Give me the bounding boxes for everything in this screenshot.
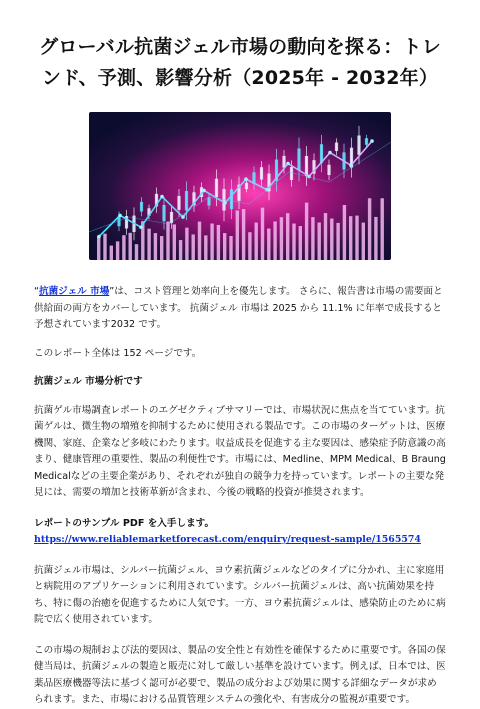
hero-bar <box>248 232 251 260</box>
types-paragraph: 抗菌ジェル市場は、シルバー抗菌ジェル、ヨウ素抗菌ジェルなどのタイプに分かれ、主に家庭用と病院用のアプリケーションに利用されています。シルバー抗菌ジェルは、高い抗菌効果を持ち、特に傷の治癒を促進するために人気です。一方、ヨウ素抗菌ジェルは、感染防止のために病院で広く使用されています。 <box>34 564 446 625</box>
hero-candle <box>177 196 180 210</box>
hero-dot <box>244 177 248 181</box>
hero-bar <box>273 221 276 260</box>
hero-bar <box>217 225 220 260</box>
market-chart-illustration <box>89 112 391 260</box>
hero-bar <box>179 240 182 260</box>
hero-candle <box>245 183 248 189</box>
hero-candle <box>327 165 330 175</box>
hero-bar <box>223 233 226 260</box>
hero-bar <box>305 203 308 260</box>
hero-bar <box>236 211 239 260</box>
hero-bar <box>210 224 213 260</box>
hero-dot <box>370 139 374 143</box>
hero-bar <box>147 229 150 260</box>
market-link[interactable]: 抗菌ジェル 市場 <box>38 286 110 297</box>
hero-candle <box>305 156 308 176</box>
hero-bar <box>324 213 327 260</box>
hero-bar <box>198 222 201 260</box>
sample-request <box>34 516 446 549</box>
hero-candle <box>215 179 218 197</box>
hero-dot <box>139 225 143 229</box>
hero-dot <box>286 162 290 166</box>
hero-bar <box>286 213 289 260</box>
hero-bar <box>185 228 188 260</box>
hero-bar <box>242 209 245 260</box>
open-quote: “ <box>34 286 39 297</box>
hero-bar <box>160 236 163 260</box>
hero-dot <box>160 195 164 199</box>
sample-url-link[interactable]: https://www.reliablemarketforecast.com/enquiry/request-sample/1565574 <box>34 534 421 545</box>
hero-dot <box>118 214 122 218</box>
hero-bar <box>381 198 384 260</box>
hero-bar <box>97 236 100 260</box>
hero-bar <box>368 198 371 260</box>
hero-bar <box>355 216 358 260</box>
intro-paragraph <box>34 284 446 334</box>
hero-image <box>89 112 391 260</box>
hero-candle <box>297 148 300 170</box>
hero-bar <box>362 223 365 260</box>
hero-candle <box>162 205 165 221</box>
hero-bar <box>330 219 333 260</box>
hero-bar <box>173 224 176 260</box>
hero-bar <box>122 235 125 260</box>
hero-bar <box>166 222 169 260</box>
pages-note: このレポート全体は 152 ページです。 <box>34 347 202 359</box>
hero-bar <box>292 224 295 260</box>
hero-bar <box>261 208 264 260</box>
hero-bar <box>103 234 106 260</box>
page-title: グローバル抗菌ジェル市場の動向を探る：トレンド、予測、影響分析（2025年 - 2032年） <box>39 36 441 89</box>
hero-bar <box>116 241 119 260</box>
summary-paragraph: 抗菌ゲル市場調査レポートのエグゼクティブサマリーでは、市場状況に焦点を当てています。抗菌ゲルは、微生物の増殖を抑制するために使用される製品です。この市場のターゲットは、医療機関、家庭、企業など多岐にわたります。収益成長を促進する主な要因は、感染症予防意識の高まり、健康管理の重要性、製品の利便性です。市場には、Medline、MPM Medical、B Braung Medicalなどの主要企業があり、それぞれが独自の競争力を持っています。レポートの主要な発見には、需要の増加と技術革新が含まれ、今後の戦略的投資が推奨されます。 <box>34 404 446 498</box>
hero-candle <box>230 189 233 209</box>
hero-bar <box>374 217 377 260</box>
hero-bar <box>336 223 339 260</box>
hero-candle <box>140 202 143 212</box>
hero-bar <box>192 234 195 260</box>
hero-dot <box>202 189 206 193</box>
hero-candle <box>357 135 360 154</box>
hero-dot <box>97 235 101 239</box>
hero-bar <box>229 236 232 260</box>
hero-dot <box>181 215 185 219</box>
intro-text: ”は、コスト管理と効率向上を優先します。 さらに、報告書は市場の需要面と供給面の両方をカバーしています。 抗菌ジェル 市場は 2025 から 11.1% に年率で成長すると予想されています2032 です。 <box>34 286 443 330</box>
hero-candle <box>260 167 263 179</box>
sample-label: レポートのサンプル PDF を入手します。 <box>34 517 215 529</box>
regulation-paragraph: この市場の規制および法的要因は、製品の安全性と有効性を確保するために重要です。各国の保健当局は、抗菌ジェルの製造と販売に対して厳しい基準を設けています。例えば、日本では、医薬品医療機器等法に基づく認可が必要で、製品の成分および効果に関する詳細なデータが求められます。また、市場における品質管理システムの強化や、有害成分の監視が重要です。 <box>34 644 446 705</box>
hero-candle <box>290 167 293 180</box>
hero-bar <box>154 233 157 260</box>
analysis-heading: 抗菌ジェル 市場分析です <box>34 376 143 387</box>
hero-bar <box>129 233 132 260</box>
hero-dot <box>328 151 332 155</box>
hero-candle <box>207 197 210 205</box>
hero-bar <box>311 217 314 260</box>
hero-bar <box>204 235 207 260</box>
hero-candle <box>185 191 188 210</box>
hero-candle <box>365 138 368 145</box>
hero-bar <box>318 222 321 260</box>
hero-bar <box>110 246 113 260</box>
hero-bar <box>299 226 302 260</box>
hero-candle <box>335 143 338 151</box>
hero-bar <box>135 244 138 260</box>
hero-bar <box>349 216 352 260</box>
hero-dot <box>223 201 227 205</box>
hero-bar <box>267 229 270 260</box>
hero-bar <box>280 217 283 260</box>
hero-bar <box>343 205 346 260</box>
hero-bar <box>255 223 258 260</box>
